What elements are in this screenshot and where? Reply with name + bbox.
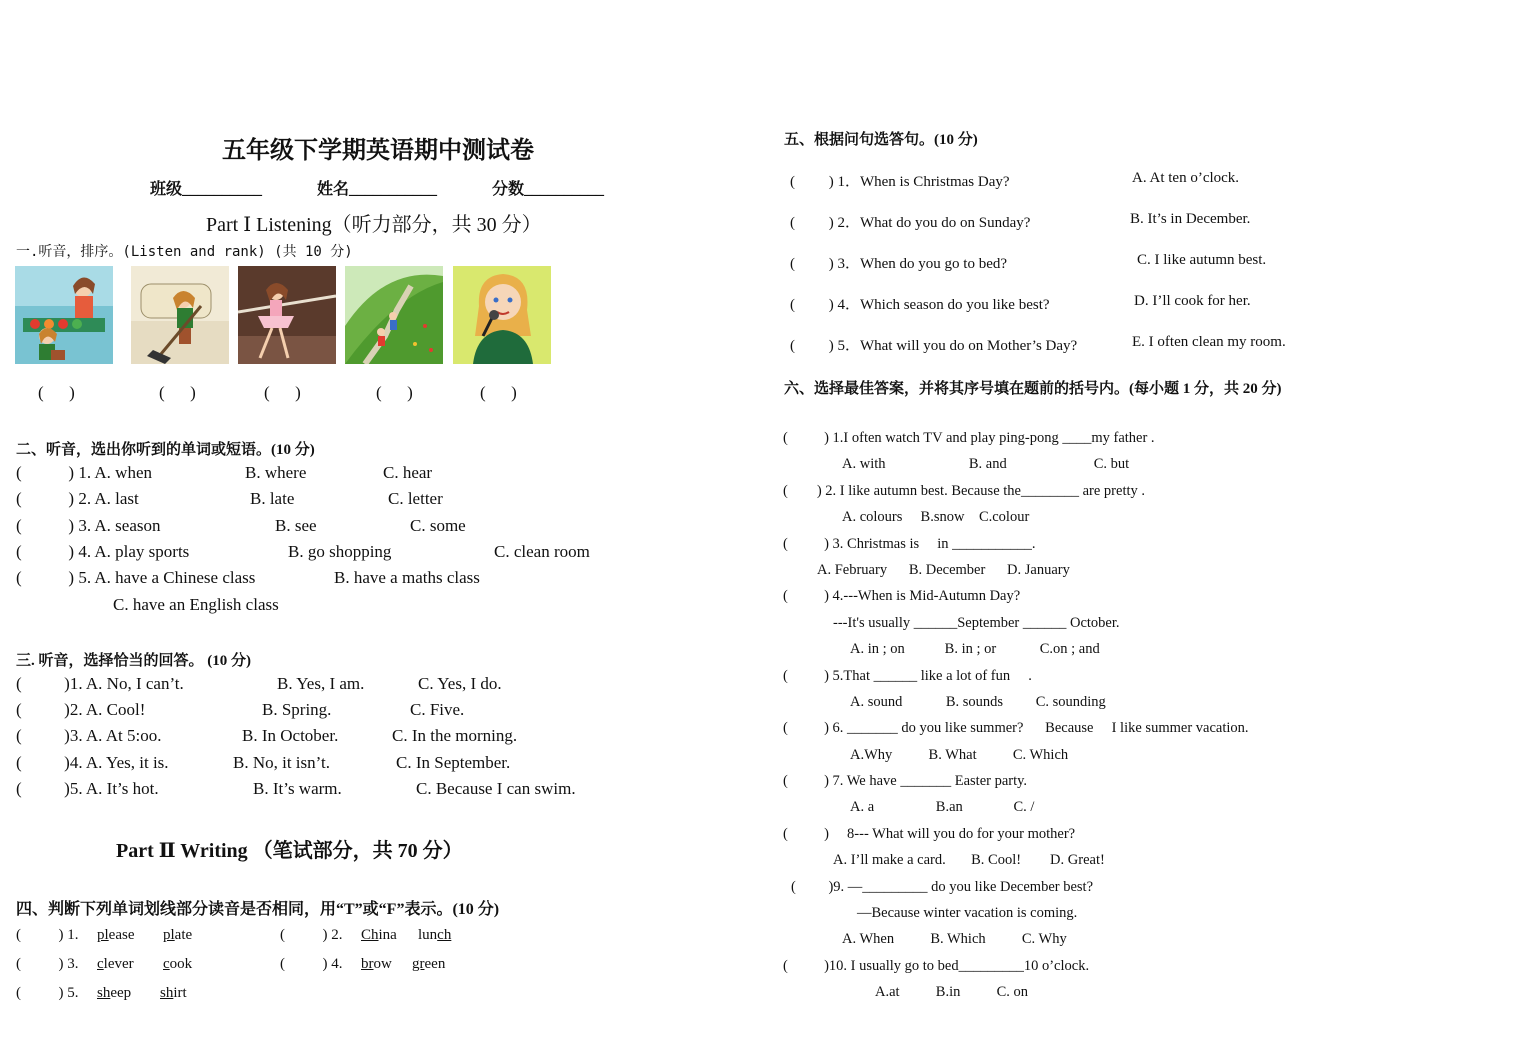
s3-q4: ( )4. A. Yes, it is. (16, 753, 169, 772)
s6-line-12: ( ) 6. _______ do you like summer? Because I like summer vacation. (783, 720, 1249, 736)
s5-a3: C. I like autumn best. (1137, 252, 1267, 268)
s3-q5-b: B. It’s warm. (253, 779, 342, 798)
s6-line-20: A. When B. Which C. Why (842, 931, 1067, 947)
s6-line-4: A. colours B.snow C.colour (842, 509, 1030, 525)
s6-line-10: ( ) 5.That ______ like a lot of fun . (783, 668, 1032, 684)
s3-q1: ( )1. A. No, I can’t. (16, 674, 184, 693)
s6-line-11: A. sound B. sounds C. sounding (850, 694, 1106, 710)
s6-line-21: ( )10. I usually go to bed_________10 o’clock. (783, 958, 1090, 974)
s2-q2-b: B. late (250, 489, 295, 508)
s5-a4: D. I’ll cook for her. (1134, 293, 1251, 309)
s6-line-9: A. in ; on B. in ; or C.on ; and (850, 641, 1100, 657)
s2-q1-b: B. where (245, 463, 307, 482)
s4-q2: ( ) 2. (280, 927, 343, 943)
s4-q2-word1: China (361, 927, 397, 943)
s3-q3-c: C. In the morning. (392, 726, 518, 745)
s6-line-22: A.at B.in C. on (875, 984, 1029, 1000)
s6-line-3: ( ) 2. I like autumn best. Because the________ are pretty . (783, 483, 1145, 499)
section1-title: 一.听音，排序。(Listen and rank) (共 10 分) (16, 244, 353, 260)
s6-line-15: A. a B.an C. / (850, 799, 1035, 815)
section2-title: 二、听音，选出你听到的单词或短语。(10 分) (16, 442, 315, 458)
s6-line-14: ( ) 7. We have _______ Easter party. (783, 773, 1028, 789)
s3-q2-b: B. Spring. (262, 700, 332, 719)
s6-line-7: ( ) 4.---When is Mid-Autumn Day? (783, 588, 1021, 604)
s5-q3: ( ) 3．When do you go to bed? (790, 256, 1008, 272)
s5-a1: A. At ten o’clock. (1132, 170, 1240, 186)
s2-q3: ( ) 3. A. season (16, 516, 161, 535)
s4-q3-word2: cook (163, 956, 193, 972)
s2-q1: ( ) 1. A. when (16, 463, 152, 482)
s3-q2-c: C. Five. (410, 700, 465, 719)
s5-q2: ( ) 2．What do you do on Sunday? (790, 215, 1031, 231)
name-field: 姓名___________ (317, 181, 438, 198)
s6-line-16: ( ) 8--- What will you do for your mother? (783, 826, 1076, 842)
s2-q3-b: B. see (275, 516, 317, 535)
s5-q1: ( ) 1．When is Christmas Day? (790, 174, 1010, 190)
s2-q3-c: C. some (410, 516, 466, 535)
rank-blank-4[interactable]: ( ) (376, 383, 413, 402)
s6-line-2: A. with B. and C. but (842, 456, 1130, 472)
s6-line-19: —Because winter vacation is coming. (857, 905, 1078, 921)
s2-q2-c: C. letter (388, 489, 443, 508)
s4-q5: ( ) 5. (16, 985, 79, 1001)
section3-title: 三. 听音，选择恰当的回答。 (10 分) (16, 653, 251, 669)
rank-blank-5[interactable]: ( ) (480, 383, 517, 402)
s6-line-13: A.Why B. What C. Which (850, 747, 1069, 763)
rank-blank-2[interactable]: ( ) (159, 383, 196, 402)
s2-q4: ( ) 4. A. play sports (16, 542, 190, 561)
s2-q5-c: C. have an English class (113, 595, 279, 614)
s3-q3: ( )3. A. At 5:oo. (16, 726, 162, 745)
s3-q5: ( )5. A. It’s hot. (16, 779, 159, 798)
s2-q4-b: B. go shopping (288, 542, 392, 561)
section4-title: 四、判断下列单词划线部分读音是否相同，用“T”或“F”表示。(10 分) (16, 901, 500, 918)
s4-q5-word2: shirt (160, 985, 187, 1001)
s3-q4-b: B. No, it isn’t. (233, 753, 330, 772)
picture-singing (453, 266, 551, 364)
s5-a5: E. I often clean my room. (1132, 334, 1286, 350)
s4-q3-word1: clever (97, 956, 134, 972)
s6-line-8: ---It's usually ______September ______ October. (833, 615, 1120, 631)
s2-q5-b: B. have a maths class (334, 568, 480, 587)
picture-ballet (238, 266, 336, 364)
rank-blank-3[interactable]: ( ) (264, 383, 301, 402)
s4-q1: ( ) 1. (16, 927, 79, 943)
s4-q3: ( ) 3. (16, 956, 79, 972)
s4-q4-word2: green (412, 956, 446, 972)
s4-q4: ( ) 4. (280, 956, 343, 972)
rank-blank-1[interactable]: ( ) (38, 383, 75, 402)
s2-q1-c: C. hear (383, 463, 433, 482)
s6-line-6: A. February B. December D. January (817, 562, 1070, 578)
picture-sweeping (131, 266, 229, 364)
section6-title: 六、选择最佳答案，并将其序号填在题前的括号内。(每小题 1 分，共 20 分) (784, 381, 1282, 397)
s3-q2: ( )2. A. Cool! (16, 700, 146, 719)
page-title: 五年级下学期英语期中测试卷 (222, 138, 534, 164)
s6-line-17: A. I’ll make a card. B. Cool! D. Great! (833, 852, 1105, 868)
s5-q4: ( ) 4．Which season do you like best? (790, 297, 1050, 313)
s6-line-1: ( ) 1.I often watch TV and play ping-pong ____my father . (783, 430, 1155, 446)
s2-q5: ( ) 5. A. have a Chinese class (16, 568, 256, 587)
s6-line-18: ( )9. —_________ do you like December best? (791, 879, 1094, 895)
part1-heading: Part Ⅰ Listening（听力部分，共 30 分） (206, 214, 542, 236)
s5-q5: ( ) 5．What will you do on Mother’s Day? (790, 338, 1078, 354)
s4-q5-word1: sheep (97, 985, 132, 1001)
s4-q1-word1: please (97, 927, 135, 943)
s2-q2: ( ) 2. A. last (16, 489, 139, 508)
section5-title: 五、根据问句选答句。(10 分) (784, 132, 978, 148)
s3-q4-c: C. In September. (396, 753, 511, 772)
s6-line-5: ( ) 3. Christmas is in ___________. (783, 536, 1036, 552)
s4-q1-word2: plate (163, 927, 193, 943)
s3-q5-c: C. Because I can swim. (416, 779, 576, 798)
score-field: 分数__________ (492, 181, 605, 198)
s3-q1-b: B. Yes, I am. (277, 674, 365, 693)
s4-q4-word1: brow (361, 956, 392, 972)
part2-heading: Part Ⅱ Writing （笔试部分，共 70 分） (116, 840, 463, 862)
s5-a2: B. It’s in December. (1130, 211, 1251, 227)
picture-climbing (345, 266, 443, 364)
s3-q3-b: B. In October. (242, 726, 339, 745)
picture-market (15, 266, 113, 364)
s2-q4-c: C. clean room (494, 542, 590, 561)
class-field: 班级__________ (150, 181, 263, 198)
s3-q1-c: C. Yes, I do. (418, 674, 502, 693)
s4-q2-word2: lunch (418, 927, 452, 943)
